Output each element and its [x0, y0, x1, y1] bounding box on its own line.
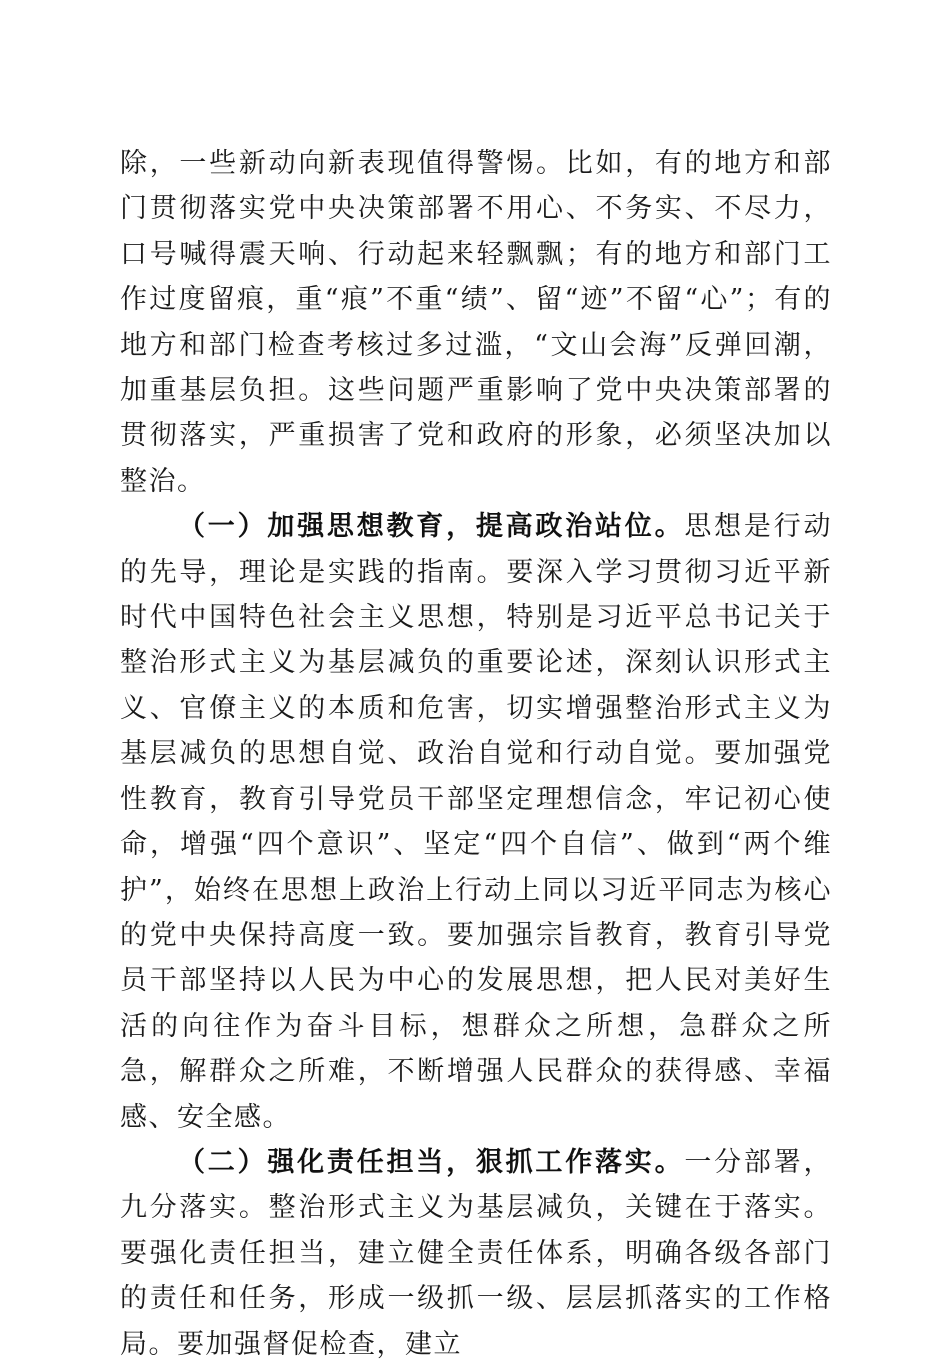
document-body: [120, 141, 832, 1367]
paragraph-section-one: [120, 504, 832, 1140]
paragraph-section-two: [120, 1140, 832, 1367]
paragraph-text: 除，一些新动向新表现值得警惕。比如，有的地方和部门贯彻落实党中央决策部署不用心、不务实、不尽力，口号喊得震天响、行动起来轻飘飘；有的地方和部门工作过度留痕，重“痕”不重“绩”、留“迹”不留“心”；有的地方和部门检查考核过多过滥，“文山会海”反弹回潮，加重基层负担。这些问题严重影响了党中央决策部署的贯彻落实，严重损害了党和政府的形象，必须坚决加以整治。: [120, 148, 832, 497]
paragraph-text: 一分部署，九分落实。整治形式主义为基层减负，关键在于落实。要强化责任担当，建立健全责任体系，明确各级各部门的责任和任务，形成一级抓一级、层层抓落实的工作格局。要加强督促检查，建立: [120, 1146, 833, 1360]
paragraph-continuation: [120, 141, 832, 504]
section-heading: （二）强化责任担当，狠抓工作落实。: [178, 1146, 685, 1178]
section-heading: （一）加强思想教育，提高政治站位。: [178, 511, 685, 543]
paragraph-text: 思想是行动的先导，理论是实践的指南。要深入学习贯彻习近平新时代中国特色社会主义思想，特别是习近平总书记关于整治形式主义为基层减负的重要论述，深刻认识形式主义、官僚主义的本质和危害，切实增强整治形式主义为基层减负的思想自觉、政治自觉和行动自觉。要加强党性教育，教育引导党员干部坚定理想信念，牢记初心使命，增强“四个意识”、坚定“四个自信”、做到“两个维护”，始终在思想上政治上行动上同以习近平同志为核心的党中央保持高度一致。要加强宗旨教育，教育引导党员干部坚持以人民为中心的发展思想，把人民对美好生活的向往作为奋斗目标，想群众之所想，急群众之所急，解群众之所难，不断增强人民群众的获得感、幸福感、安全感。: [120, 511, 833, 1133]
